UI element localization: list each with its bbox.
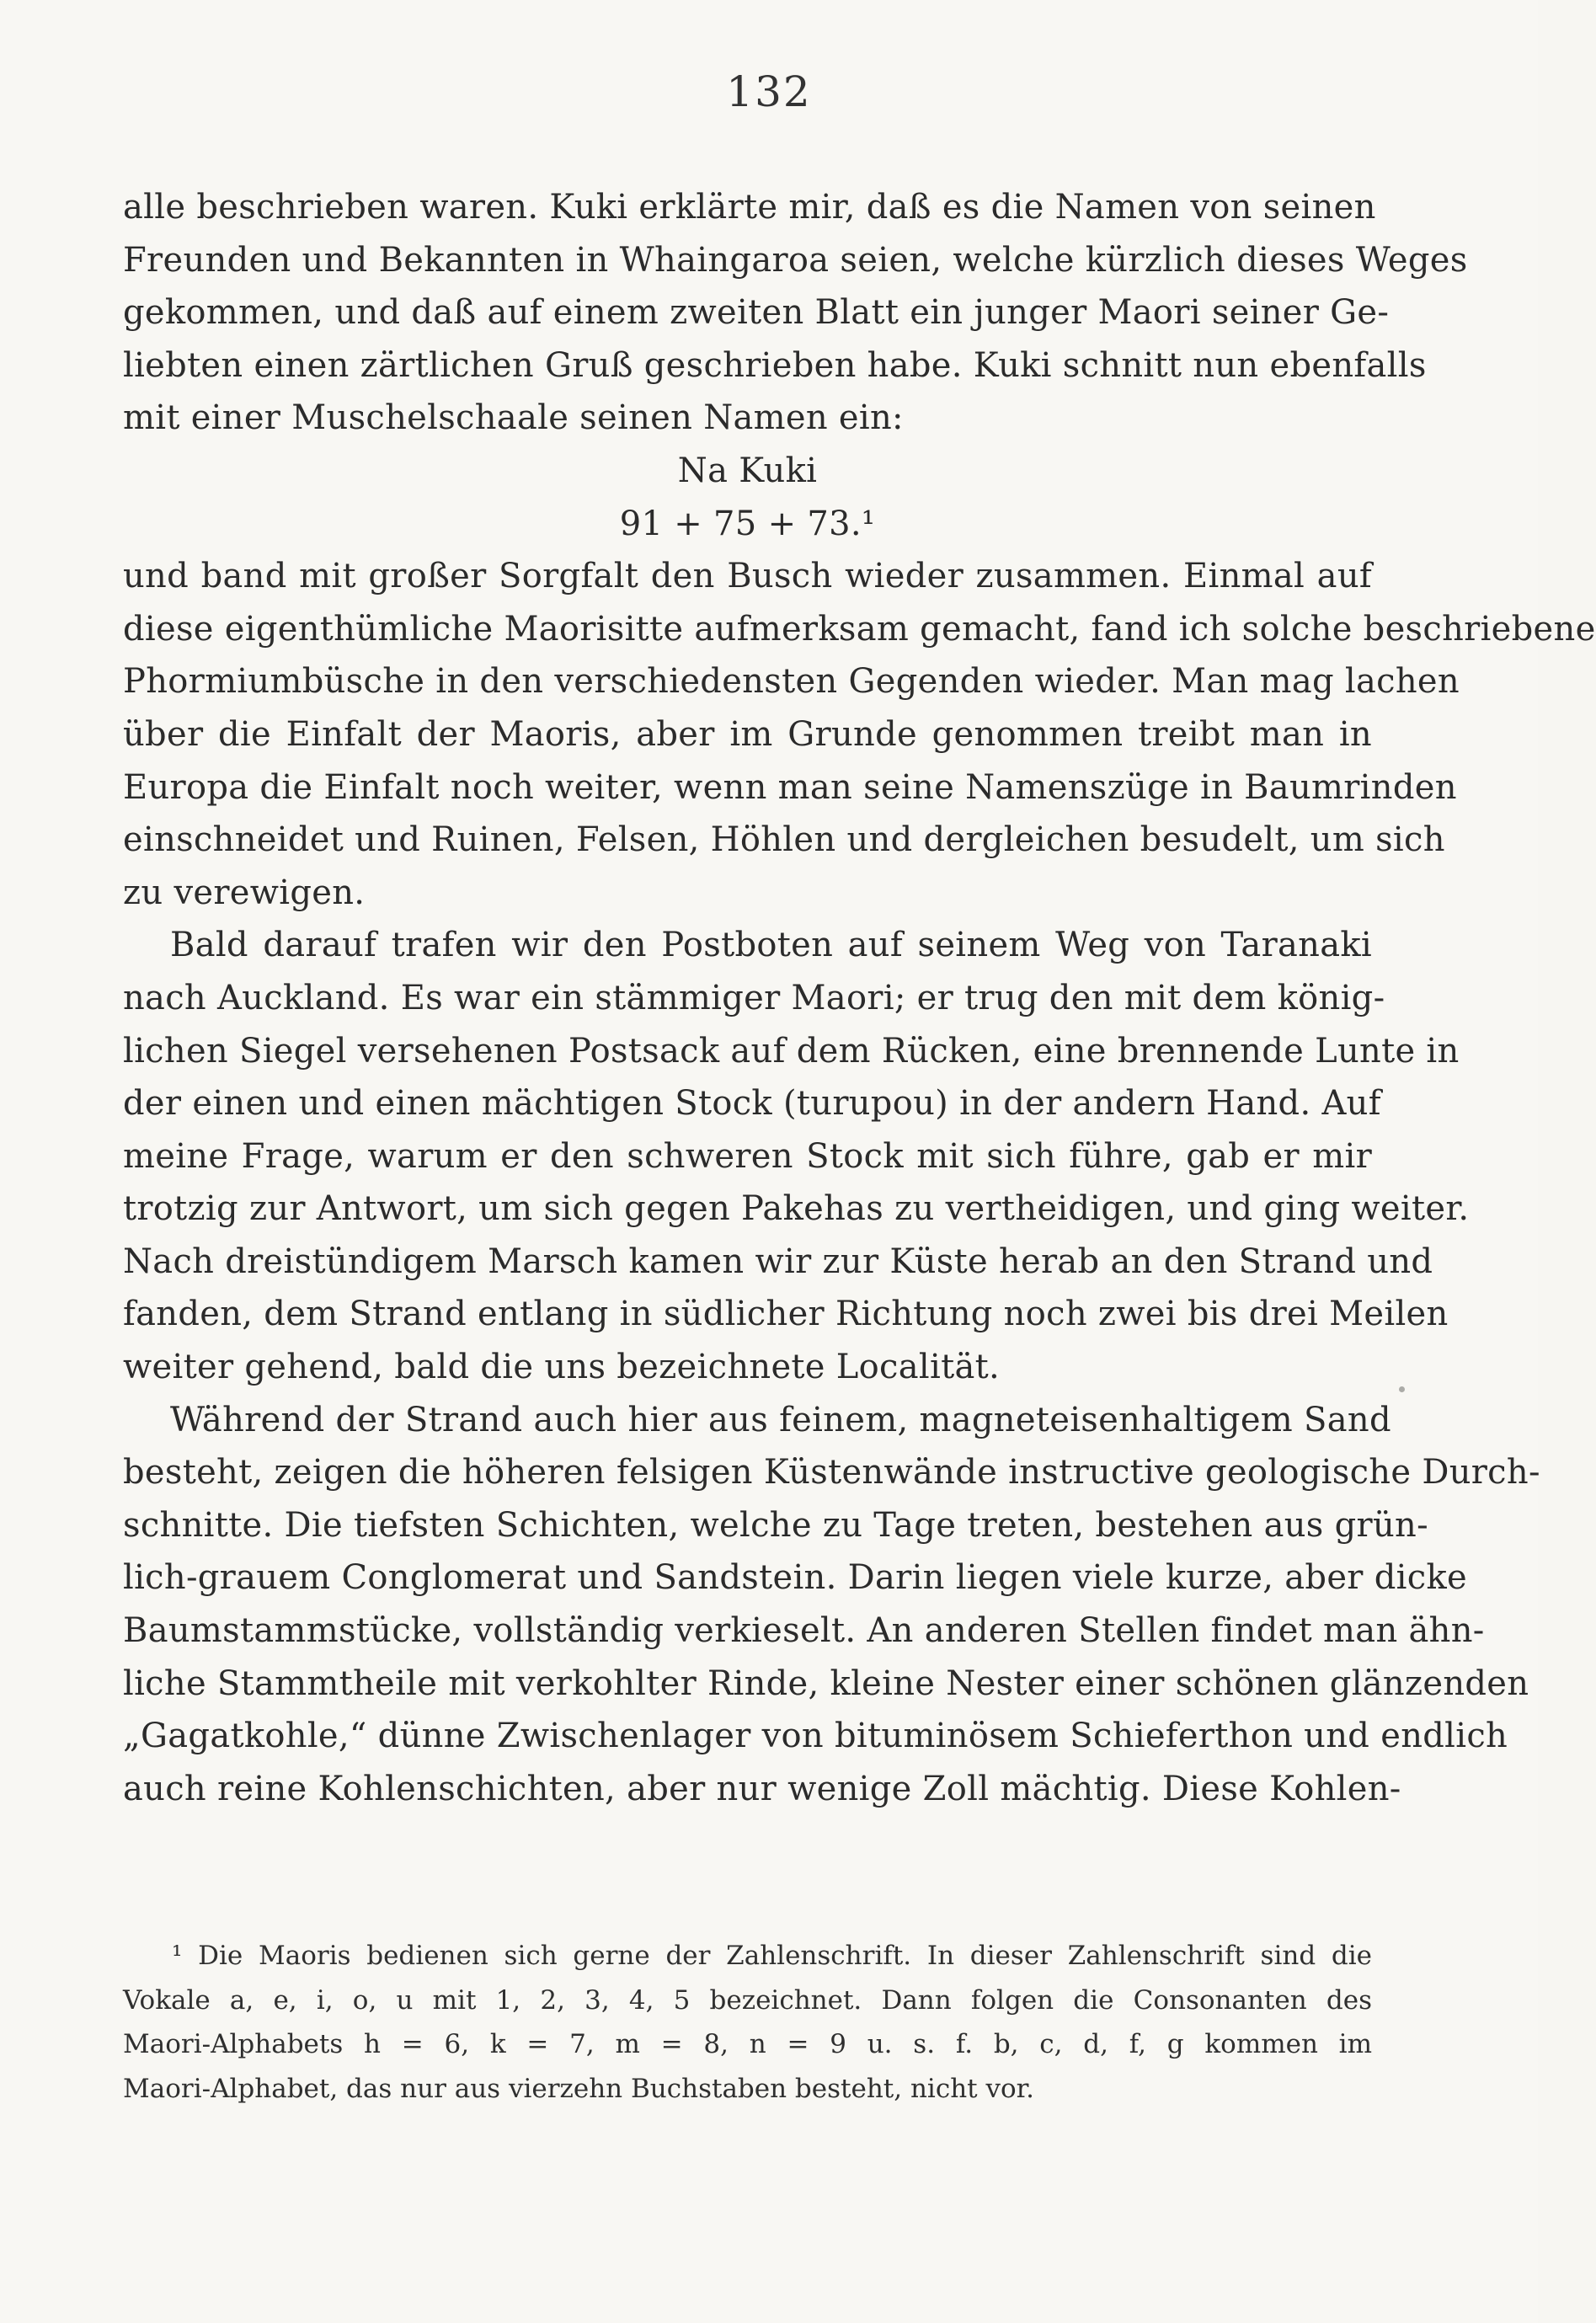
text-line: nach Auckland. Es war ein stämmiger Maori; er trug den mit dem könig-	[123, 978, 1385, 1017]
text-line: Freunden und Bekannten in Whaingaroa seien, welche kürzlich dieses Weges	[123, 240, 1468, 280]
inscription-name: Na Kuki	[677, 451, 818, 490]
text-line: lich-grauem Conglomerat und Sandstein. Darin liegen viele kurze, aber dicke	[123, 1558, 1467, 1598]
footnote-line: ¹ Die Maoris bedienen sich gerne der Zahlenschrift. In dieser Zahlenschrift sind die	[172, 1941, 1372, 1971]
text-line: und band mit großer Sorgfalt den Busch wieder zusammen. Einmal auf	[123, 557, 1372, 596]
text-line: diese eigenthümliche Maorisitte aufmerksam gemacht, fand ich solche beschriebene	[123, 609, 1596, 649]
text-line: der einen und einen mächtigen Stock (turupou) in der andern Hand. Auf	[123, 1084, 1381, 1124]
footnote-line: Maori-Alphabet, das nur aus vierzehn Buchstaben besteht, nicht vor.	[123, 2073, 1034, 2104]
text-line: schnitte. Die tiefsten Schichten, welche zu Tage treten, bestehen aus grün-	[123, 1505, 1428, 1545]
text-line: liche Stammtheile mit verkohlter Rinde, kleine Nester einer schönen glänzenden	[123, 1663, 1529, 1703]
text-line: fanden, dem Strand entlang in südlicher Richtung noch zwei bis drei Meilen	[123, 1295, 1449, 1334]
text-line: lichen Siegel versehenen Postsack auf dem Rücken, eine brennende Lunte in	[123, 1031, 1460, 1071]
footnote-line: Maori-Alphabets h = 6, k = 7, m = 8, n = 9 u. s. f. b, c, d, f, g kommen im	[123, 2029, 1372, 2059]
text-line: weiter gehend, bald die uns bezeichnete Localität.	[123, 1348, 1000, 1387]
inscription-numbers: 91 + 75 + 73.¹	[619, 504, 876, 543]
paragraph-start-line: Bald darauf trafen wir den Postboten auf seinem Weg von Taranaki	[170, 926, 1372, 965]
text-line: besteht, zeigen die höheren felsigen Küstenwände instructive geologische Durch-	[123, 1453, 1540, 1493]
text-line: über die Einfalt der Maoris, aber im Grunde genommen treibt man in	[123, 714, 1372, 754]
text-line: einschneidet und Ruinen, Felsen, Höhlen und dergleichen besudelt, um sich	[123, 820, 1445, 860]
page-number: 132	[726, 67, 812, 116]
body-text	[123, 181, 1596, 1815]
footnote-line: Vokale a, e, i, o, u mit 1, 2, 3, 4, 5 bezeichnet. Dann folgen die Consonanten des	[123, 1984, 1372, 2016]
text-line: gekommen, und daß auf einem zweiten Blatt ein junger Maori seiner Ge-	[123, 293, 1390, 333]
text-line: auch reine Kohlenschichten, aber nur wenige Zoll mächtig. Diese Kohlen-	[123, 1769, 1401, 1808]
text-line: Phormiumbüsche in den verschiedensten Gegenden wieder. Man mag lachen	[123, 662, 1460, 702]
text-line: liebten einen zärtlichen Gruß geschrieben habe. Kuki schnitt nun ebenfalls	[123, 345, 1427, 385]
text-line: „Gagatkohle,“ dünne Zwischenlager von bituminösem Schieferthon und endlich	[123, 1717, 1508, 1756]
footnote	[123, 1934, 1372, 2111]
text-line: zu verewigen.	[123, 873, 366, 912]
paper-speck	[1399, 1386, 1405, 1392]
text-line: alle beschrieben waren. Kuki erklärte mir, daß es die Namen von seinen	[123, 188, 1376, 227]
text-line: trotzig zur Antwort, um sich gegen Pakehas zu vertheidigen, und ging weiter.	[123, 1189, 1470, 1229]
text-line: Nach dreistündigem Marsch kamen wir zur Küste herab an den Strand und	[123, 1242, 1433, 1281]
text-line: Europa die Einfalt noch weiter, wenn man seine Namenszüge in Baumrinden	[123, 767, 1457, 807]
text-line: mit einer Muschelschaale seinen Namen ein:	[123, 398, 904, 438]
text-line: meine Frage, warum er den schweren Stock mit sich führe, gab er mir	[123, 1136, 1372, 1176]
text-line: Baumstammstücke, vollständig verkieselt. An anderen Stellen findet man ähn-	[123, 1611, 1485, 1651]
paragraph-start-line: Während der Strand auch hier aus feinem, magneteisenhaltigem Sand	[170, 1400, 1391, 1439]
